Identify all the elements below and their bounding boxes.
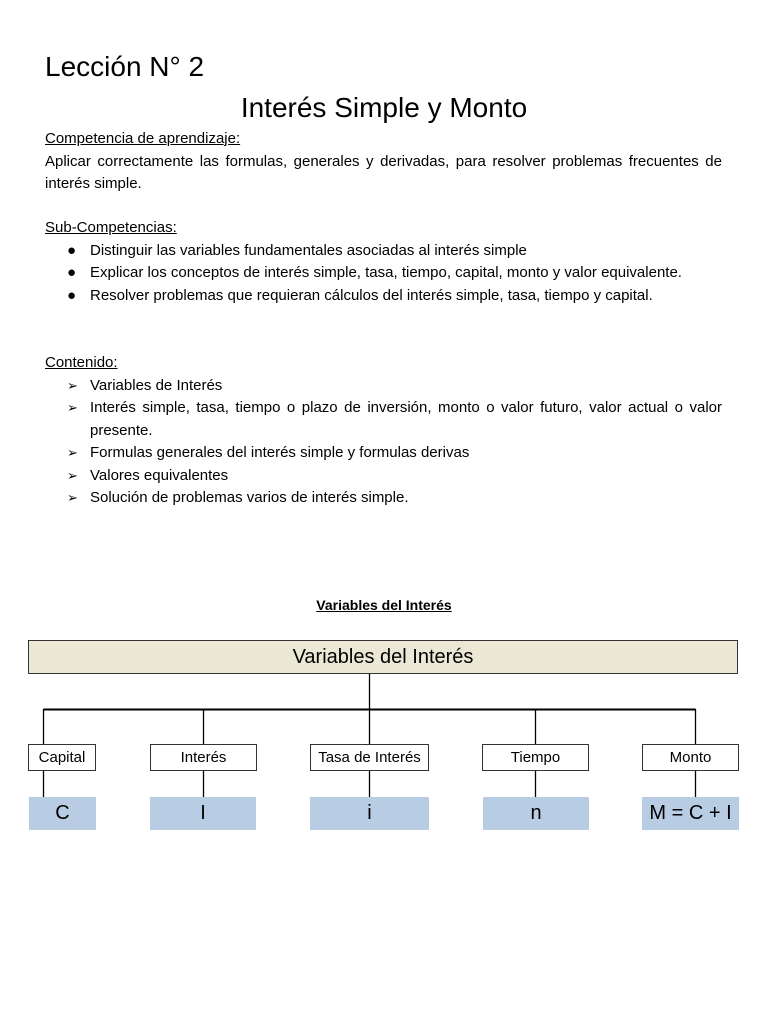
symbol-box-interes: I bbox=[150, 797, 256, 830]
list-item: ● Distinguir las variables fundamentales asociadas al interés simple bbox=[45, 240, 722, 263]
symbol-box-monto: M = C + I bbox=[642, 797, 739, 830]
bullet-icon: ● bbox=[67, 286, 77, 304]
page-title: Interés Simple y Monto bbox=[240, 92, 528, 123]
arrow-bullet-icon: ➢ bbox=[67, 467, 78, 483]
sub-competencias-heading: Sub-Competencias: bbox=[45, 219, 177, 236]
competencia-heading: Competencia de aprendizaje: bbox=[45, 130, 241, 147]
symbol-box-tiempo: n bbox=[483, 797, 589, 830]
diagram-root-box: Variables del Interés bbox=[28, 640, 738, 674]
list-item: ➢ Solución de problemas varios de interés simple. bbox=[45, 487, 722, 510]
symbol-box-tasa: i bbox=[310, 797, 429, 830]
arrow-bullet-icon: ➢ bbox=[67, 400, 78, 415]
list-item: ● Explicar los conceptos de interés simple, tasa, tiempo, capital, monto y valor equivalente. bbox=[45, 262, 722, 285]
competencia-text: Aplicar correctamente las formulas, generales y derivadas, para resolver problemas frecuentes de interés simple. bbox=[45, 152, 722, 192]
variable-box-monto: Monto bbox=[642, 744, 739, 771]
lesson-heading: Lección N° 2 bbox=[45, 51, 205, 82]
bullet-icon: ● bbox=[67, 264, 77, 281]
list-item: ➢ Interés simple, tasa, tiempo o plazo de inversión, monto o valor futuro, valor actual o valor presente. bbox=[67, 399, 722, 439]
variable-box-interes: Interés bbox=[150, 744, 257, 771]
list-item: ➢ Formulas generales del interés simple y formulas derivas bbox=[45, 442, 722, 465]
list-item: ➢ Valores equivalentes bbox=[45, 465, 722, 488]
list-item: ● Resolver problemas que requieran cálculos del interés simple, tasa, tiempo y capital. bbox=[45, 285, 722, 308]
variable-box-tasa: Tasa de Interés bbox=[310, 744, 429, 771]
arrow-bullet-icon: ➢ bbox=[67, 445, 78, 460]
diagram-caption: Variables del Interés bbox=[316, 597, 452, 613]
variable-box-capital: Capital bbox=[28, 744, 96, 771]
contenido-heading: Contenido: bbox=[45, 354, 118, 371]
arrow-bullet-icon: ➢ bbox=[67, 490, 78, 505]
symbol-box-capital: C bbox=[29, 797, 96, 830]
variable-box-tiempo: Tiempo bbox=[482, 744, 589, 771]
bullet-icon: ● bbox=[67, 241, 77, 259]
list-item: ➢ Variables de Interés bbox=[45, 375, 722, 398]
arrow-bullet-icon: ➢ bbox=[67, 377, 78, 393]
